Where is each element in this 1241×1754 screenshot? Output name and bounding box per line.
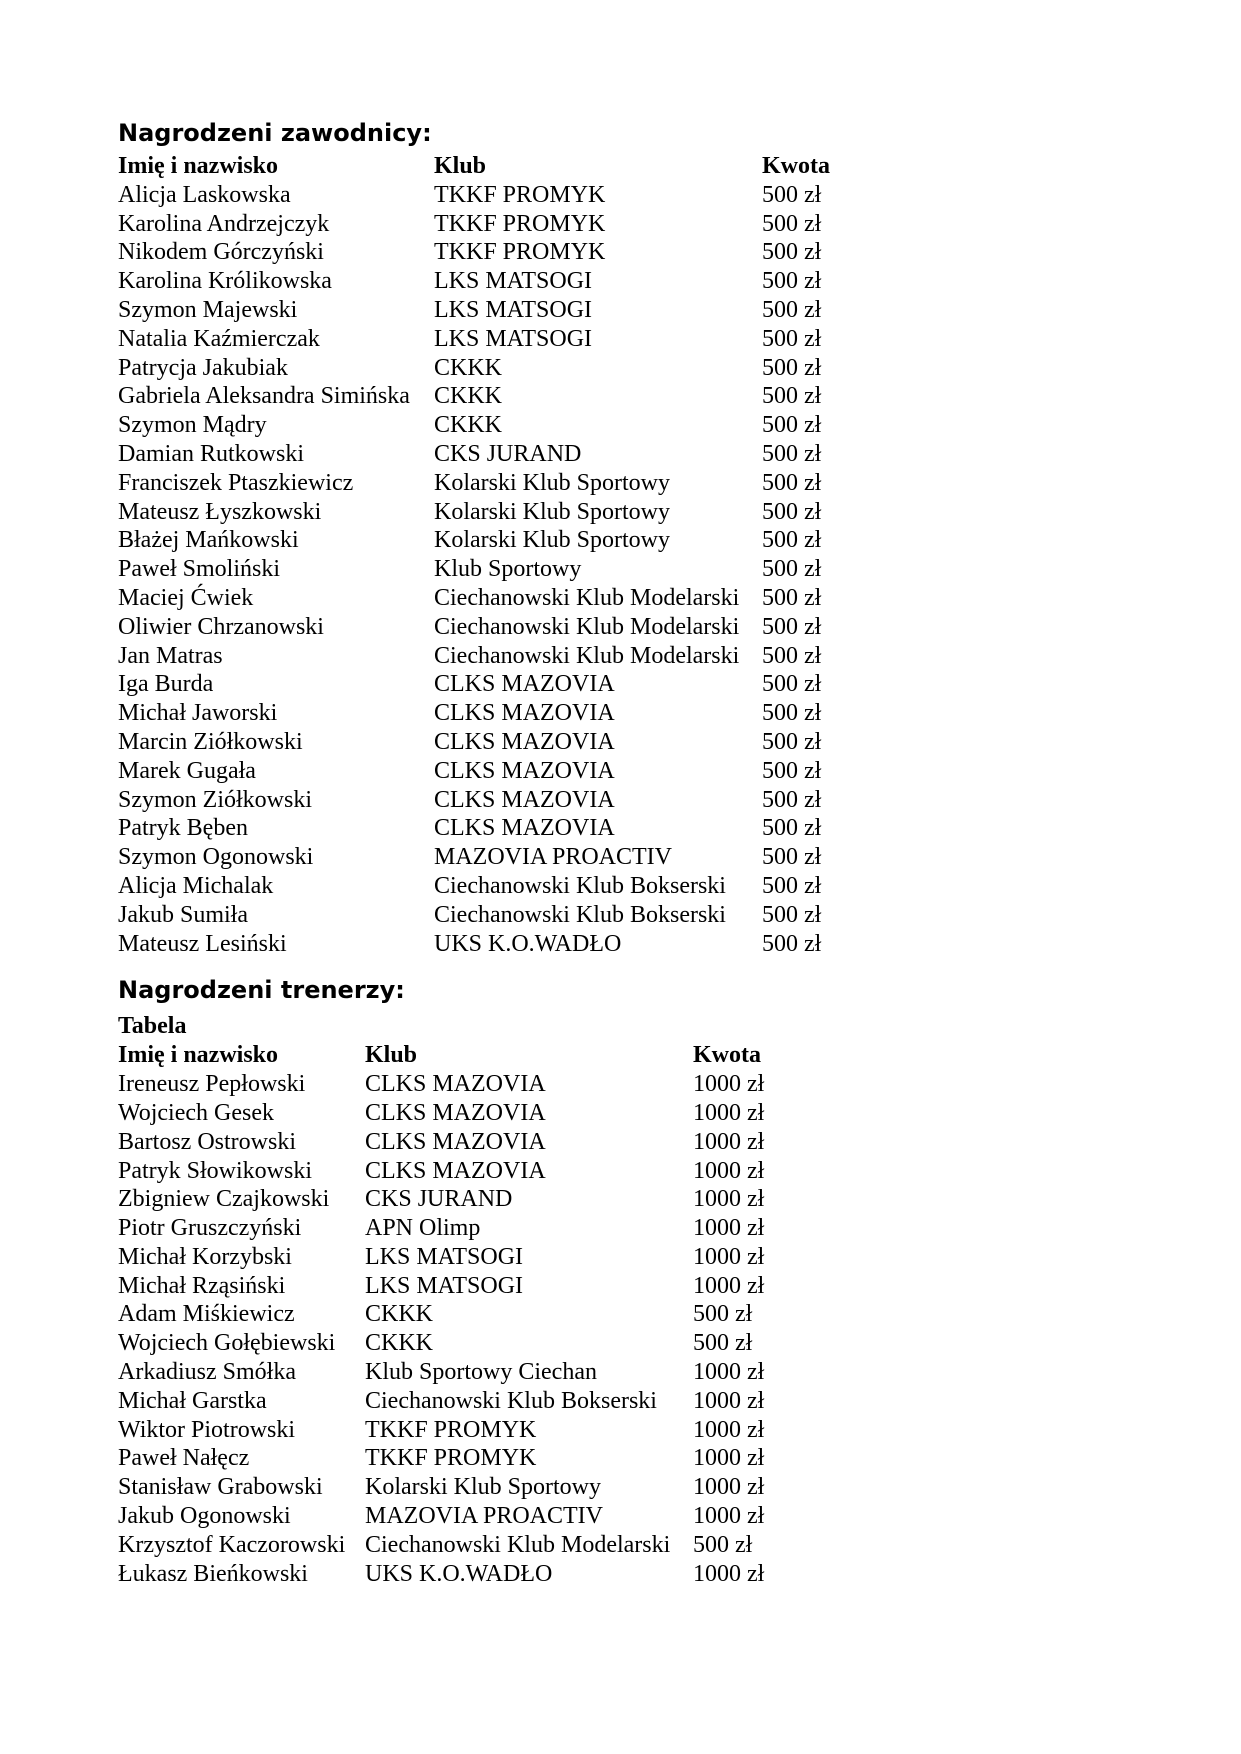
cell-amount: 500 zł [762,469,822,496]
table-row [118,469,852,498]
cell-name: Adam Miśkiewicz [118,1301,295,1328]
cell-name: Wojciech Gołębiewski [118,1330,336,1357]
cell-name: Karolina Królikowska [118,268,332,295]
cell-amount: 500 zł [762,671,822,698]
cell-club: Klub Sportowy [434,556,582,583]
cell-name: Iga Burda [118,671,214,698]
players-table-body [118,181,852,959]
cell-amount: 1000 zł [693,1474,765,1501]
cell-name: Mateusz Lesiński [118,930,287,957]
cell-name: Krzysztof Kaczorowski [118,1531,346,1558]
cell-club: Ciechanowski Klub Modelarski [434,584,740,611]
table-row [118,584,852,613]
table-row [118,786,852,815]
table-row [118,901,852,930]
table-row [118,1329,783,1358]
table-row [118,1358,783,1387]
cell-name: Michał Garstka [118,1387,267,1414]
table-row [118,843,852,872]
cell-club: CKKK [434,383,503,410]
table-row [118,1531,783,1560]
cell-name: Marcin Ziółkowski [118,728,303,755]
coaches-section-heading: Nagrodzeni trenerzy: [118,976,405,1005]
cell-amount: 1000 zł [693,1186,765,1213]
cell-name: Oliwier Chrzanowski [118,613,324,640]
cell-club: CKKK [434,412,503,439]
cell-amount: 1000 zł [693,1560,765,1587]
table-row [118,1243,783,1272]
table-row [118,699,852,728]
cell-amount: 1000 zł [693,1445,765,1472]
cell-name: Szymon Ziółkowski [118,786,313,813]
cell-amount: 500 zł [762,498,822,525]
table-row [118,411,852,440]
cell-amount: 1000 zł [693,1099,765,1126]
players-table [118,152,852,958]
cell-club: Ciechanowski Klub Modelarski [365,1531,671,1558]
cell-club: LKS MATSOGI [434,296,593,323]
table-row [118,642,852,671]
table-row [118,613,852,642]
cell-amount: 1000 zł [693,1272,765,1299]
cell-name: Szymon Mądry [118,412,267,439]
cell-amount: 500 zł [762,440,822,467]
cell-club: CKS JURAND [365,1186,513,1213]
cell-name: Szymon Majewski [118,296,298,323]
cell-club: MAZOVIA PROACTIV [434,844,673,871]
cell-name: Natalia Kaźmierczak [118,325,320,352]
cell-amount: 500 zł [762,786,822,813]
cell-name: Nikodem Górczyński [118,239,324,266]
cell-name: Jan Matras [118,642,223,669]
cell-amount: 1000 zł [693,1416,765,1443]
column-header-club: Klub [365,1042,418,1069]
cell-club: CLKS MAZOVIA [434,671,615,698]
cell-amount: 1000 zł [693,1071,765,1098]
cell-amount: 1000 zł [693,1503,765,1530]
table-row [118,1157,783,1186]
cell-name: Zbigniew Czajkowski [118,1186,330,1213]
cell-club: LKS MATSOGI [365,1272,524,1299]
cell-name: Paweł Smoliński [118,556,281,583]
cell-club: APN Olimp [365,1215,481,1242]
table-row [118,1300,783,1329]
cell-club: CLKS MAZOVIA [365,1157,546,1184]
document-page [118,118,1118,1588]
table-row [118,1070,783,1099]
cell-club: CKS JURAND [434,440,582,467]
cell-name: Szymon Ogonowski [118,844,314,871]
table-row [118,238,852,267]
cell-amount: 500 zł [762,930,822,957]
cell-amount: 500 zł [762,901,822,928]
cell-amount: 500 zł [762,844,822,871]
table-row [118,1416,783,1445]
cell-amount: 1000 zł [693,1215,765,1242]
cell-amount: 1000 zł [693,1157,765,1184]
cell-club: LKS MATSOGI [434,268,593,295]
cell-club: Kolarski Klub Sportowy [434,527,670,554]
table-row [118,1185,783,1214]
cell-name: Wojciech Gesek [118,1099,274,1126]
cell-club: Ciechanowski Klub Bokserski [434,901,726,928]
cell-name: Błażej Mańkowski [118,527,299,554]
cell-amount: 500 zł [762,383,822,410]
cell-club: TKKF PROMYK [434,239,606,266]
cell-amount: 500 zł [762,642,822,669]
cell-amount: 500 zł [693,1301,753,1328]
table-row [118,181,852,210]
cell-amount: 500 zł [762,584,822,611]
table-row [118,670,852,699]
cell-amount: 500 zł [762,556,822,583]
cell-amount: 500 zł [762,728,822,755]
table-row [118,1128,783,1157]
cell-amount: 500 zł [762,239,822,266]
cell-club: Ciechanowski Klub Modelarski [434,642,740,669]
table-row [118,1099,783,1128]
cell-club: TKKF PROMYK [365,1445,537,1472]
cell-amount: 500 zł [762,268,822,295]
cell-name: Łukasz Bieńkowski [118,1560,308,1587]
table-row [118,210,852,239]
cell-club: UKS K.O.WADŁO [434,930,622,957]
cell-club: CKKK [365,1330,434,1357]
cell-club: CLKS MAZOVIA [434,757,615,784]
cell-club: MAZOVIA PROACTIV [365,1503,604,1530]
cell-name: Karolina Andrzejczyk [118,210,330,237]
cell-amount: 1000 zł [693,1387,765,1414]
table-row [118,1214,783,1243]
cell-club: CLKS MAZOVIA [434,815,615,842]
table-row [118,872,852,901]
table-row [118,526,852,555]
cell-club: Kolarski Klub Sportowy [434,469,670,496]
cell-amount: 500 zł [693,1330,753,1357]
table-row [118,930,852,959]
cell-amount: 500 zł [762,412,822,439]
cell-club: CLKS MAZOVIA [365,1128,546,1155]
table-row [118,757,852,786]
table-row [118,354,852,383]
cell-club: Ciechanowski Klub Bokserski [365,1387,657,1414]
cell-club: Kolarski Klub Sportowy [434,498,670,525]
cell-club: CLKS MAZOVIA [434,700,615,727]
table-row [118,1387,783,1416]
cell-club: Ciechanowski Klub Bokserski [434,872,726,899]
cell-amount: 500 zł [762,296,822,323]
table-row [118,498,852,527]
cell-amount: 500 zł [762,210,822,237]
cell-club: LKS MATSOGI [365,1243,524,1270]
coaches-table-body [118,1070,783,1588]
cell-amount: 1000 zł [693,1243,765,1270]
cell-name: Stanisław Grabowski [118,1474,323,1501]
cell-amount: 500 zł [762,872,822,899]
cell-club: CLKS MAZOVIA [365,1099,546,1126]
cell-amount: 500 zł [762,613,822,640]
cell-name: Patryk Słowikowski [118,1157,313,1184]
cell-name: Damian Rutkowski [118,440,304,467]
table-row [118,814,852,843]
table-row [118,728,852,757]
cell-name: Jakub Ogonowski [118,1503,291,1530]
cell-club: LKS MATSOGI [434,325,593,352]
cell-amount: 500 zł [693,1531,753,1558]
cell-name: Michał Jaworski [118,700,278,727]
table-row [118,440,852,469]
cell-amount: 500 zł [762,325,822,352]
table-row [118,1444,783,1473]
cell-club: CLKS MAZOVIA [434,786,615,813]
cell-name: Gabriela Aleksandra Simińska [118,383,410,410]
cell-amount: 500 zł [762,815,822,842]
cell-club: TKKF PROMYK [434,181,606,208]
column-header-amount: Kwota [762,153,830,179]
table-row [118,1502,783,1531]
players-section-heading: Nagrodzeni zawodnicy: [118,119,432,147]
table-row [118,1473,783,1502]
coaches-table-caption: Tabela [118,1013,187,1040]
cell-name: Franciszek Ptaszkiewicz [118,469,354,496]
cell-amount: 1000 zł [693,1128,765,1155]
cell-name: Jakub Sumiła [118,901,248,928]
cell-name: Maciej Ćwiek [118,584,254,611]
table-row [118,325,852,354]
cell-name: Arkadiusz Smółka [118,1359,296,1386]
table-header-row [118,1041,783,1070]
cell-name: Ireneusz Pepłowski [118,1071,306,1098]
cell-club: CLKS MAZOVIA [365,1071,546,1098]
cell-name: Alicja Michalak [118,872,274,899]
column-header-amount: Kwota [693,1042,761,1069]
cell-amount: 500 zł [762,757,822,784]
coaches-table [118,1041,783,1588]
cell-name: Michał Korzybski [118,1243,292,1270]
cell-name: Mateusz Łyszkowski [118,498,322,525]
cell-club: TKKF PROMYK [365,1416,537,1443]
table-row [118,382,852,411]
table-row [118,555,852,584]
cell-club: UKS K.O.WADŁO [365,1560,553,1587]
cell-amount: 500 zł [762,527,822,554]
table-row [118,296,852,325]
cell-name: Michał Rząsiński [118,1272,286,1299]
table-header-row [118,152,852,181]
column-header-name: Imię i nazwisko [118,1042,279,1069]
cell-name: Wiktor Piotrowski [118,1416,296,1443]
cell-amount: 500 zł [762,700,822,727]
cell-club: Klub Sportowy Ciechan [365,1359,597,1386]
cell-club: Ciechanowski Klub Modelarski [434,613,740,640]
cell-name: Patrycja Jakubiak [118,354,288,381]
table-row [118,1272,783,1301]
table-row [118,1560,783,1589]
cell-name: Bartosz Ostrowski [118,1128,296,1155]
cell-name: Marek Gugała [118,757,256,784]
cell-club: Kolarski Klub Sportowy [365,1474,601,1501]
column-header-club: Klub [434,153,487,179]
cell-name: Patryk Bęben [118,815,248,842]
cell-name: Alicja Laskowska [118,181,291,208]
cell-club: CLKS MAZOVIA [434,728,615,755]
cell-amount: 500 zł [762,181,822,208]
cell-club: TKKF PROMYK [434,210,606,237]
column-header-name: Imię i nazwisko [118,153,279,179]
cell-amount: 1000 zł [693,1359,765,1386]
cell-club: CKKK [434,354,503,381]
table-row [118,267,852,296]
cell-club: CKKK [365,1301,434,1328]
cell-name: Piotr Gruszczyński [118,1215,302,1242]
cell-amount: 500 zł [762,354,822,381]
cell-name: Paweł Nałęcz [118,1445,250,1472]
